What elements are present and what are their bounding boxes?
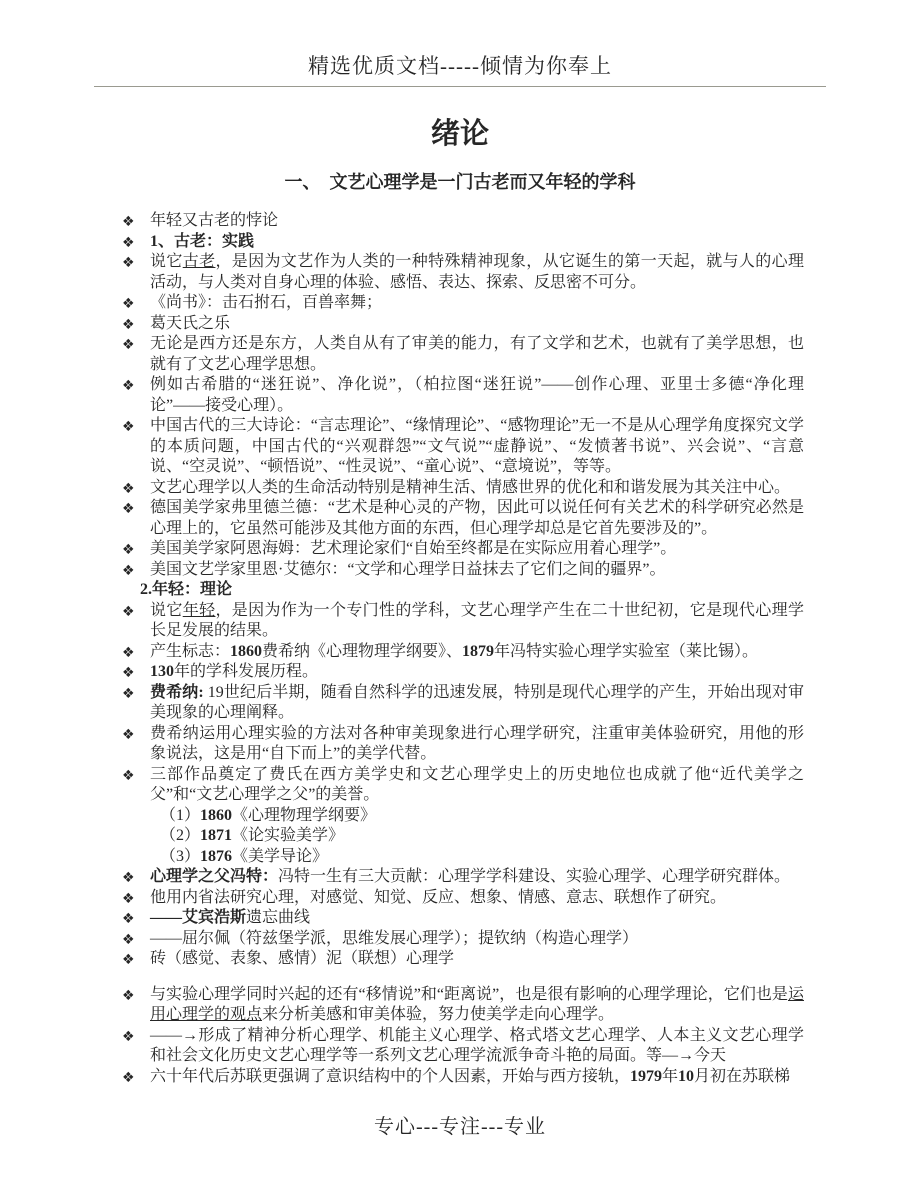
text-segment: 遗忘曲线 bbox=[246, 909, 311, 926]
text-segment: 1979 bbox=[630, 1067, 663, 1085]
text-segment: 年轻又古老的悖论 bbox=[150, 212, 279, 229]
diamond-bullet-icon: ❖ bbox=[122, 603, 135, 620]
list-item bbox=[122, 601, 804, 642]
text-segment: 年冯特实验心理学实验室（莱比锡）。 bbox=[494, 642, 759, 660]
list-item bbox=[122, 683, 804, 724]
diamond-bullet-icon: ❖ bbox=[122, 419, 135, 435]
list-item bbox=[122, 375, 804, 416]
diamond-bullet-icon: ❖ bbox=[122, 987, 135, 1004]
diamond-bullet-icon: ❖ bbox=[122, 562, 135, 579]
list-item bbox=[122, 642, 804, 663]
list-item bbox=[122, 539, 804, 560]
text-segment: 年轻 bbox=[182, 601, 216, 619]
list-item bbox=[122, 662, 804, 683]
diamond-bullet-icon: ❖ bbox=[122, 931, 135, 948]
numbered-item bbox=[122, 847, 804, 868]
diamond-bullet-icon: ❖ bbox=[122, 665, 135, 681]
text-segment: 产生标志： bbox=[150, 642, 231, 660]
text-segment: ，是因为文艺作为人类的一种特殊精神现象，从它诞生的第一天起，就与人的心理活动，与人类对自身心理的体验、感悟、表达、探索、反思密不可分。 bbox=[150, 253, 804, 291]
text-segment: 月初在苏联梯 bbox=[694, 1067, 791, 1085]
list-item bbox=[122, 478, 804, 499]
text-segment: （1） bbox=[160, 806, 201, 824]
text-segment: 2.年轻：理论 bbox=[140, 581, 233, 598]
header-text: 精选优质文档-----倾情为你奉上 bbox=[308, 54, 612, 78]
text-segment: 葛天氏之乐 bbox=[150, 314, 231, 332]
list-item bbox=[122, 416, 804, 478]
text-segment: 古老 bbox=[182, 253, 216, 270]
text-segment: 《尚书》：击石拊石，百兽率舞； bbox=[150, 294, 383, 311]
text-segment: 1860 bbox=[230, 642, 263, 660]
diamond-bullet-icon: ❖ bbox=[122, 1069, 135, 1086]
text-segment: 130 bbox=[150, 663, 174, 680]
list-item bbox=[122, 334, 804, 375]
list-item bbox=[122, 724, 804, 765]
text-segment: 来分析美感和审美体验，努力使美学走向心理学。 bbox=[262, 1006, 615, 1023]
diamond-bullet-icon: ❖ bbox=[122, 501, 135, 517]
text-segment: 无论是西方还是东方，人类自从有了审美的能力，有了文学和艺术，也就有了美学思想，也就有了文艺心理学思想。 bbox=[150, 335, 804, 373]
text-segment: 文艺心理学以人类的生命活动特别是精神生活、情感世界的优化和和谐发展为其关注中心。 bbox=[150, 478, 791, 496]
list-item bbox=[122, 293, 804, 314]
list-item bbox=[122, 908, 804, 929]
text-segment: 《论实验美学》 bbox=[232, 827, 345, 844]
text-segment: 1879 bbox=[462, 642, 495, 660]
text-segment: 心理学之父冯特： bbox=[150, 868, 279, 885]
list-item bbox=[122, 985, 804, 1026]
text-segment: 年 bbox=[662, 1067, 679, 1085]
footer-text: 专心---专注---专业 bbox=[374, 1116, 546, 1138]
list-item bbox=[122, 252, 804, 293]
text-segment: 10 bbox=[678, 1067, 695, 1085]
text-segment: 例如古希腊的“迷狂说”、净化说”，（柏拉图“迷狂说”——创作心理、亚里士多德“净化理论”——接受心理）。 bbox=[150, 376, 804, 414]
diamond-bullet-icon: ❖ bbox=[122, 296, 135, 312]
text-segment: 年的学科发展历程。 bbox=[174, 663, 319, 680]
diamond-bullet-icon: ❖ bbox=[122, 767, 135, 784]
text-segment: 运用心理学的观点 bbox=[150, 985, 804, 1023]
text-segment: 19世纪后半期，随看自然科学的迅速发展，特别是现代心理学的产生，开始出现对审美现象的心理阐释。 bbox=[150, 683, 804, 721]
diamond-bullet-icon: ❖ bbox=[122, 644, 135, 661]
header-divider bbox=[94, 86, 826, 87]
text-segment: 冯特一生有三大贡献：心理学学科建设、实验心理学、心理学研究群体。 bbox=[278, 868, 791, 885]
diamond-bullet-icon: ❖ bbox=[122, 316, 135, 333]
text-segment: 1876 bbox=[200, 847, 233, 865]
diamond-bullet-icon: ❖ bbox=[122, 378, 135, 394]
text-segment: 与实验心理学同时兴起的还有“移情说”和“距离说”，也是很有影响的心理学理论，它们也是 bbox=[150, 985, 788, 1003]
list-item bbox=[122, 1067, 804, 1088]
text-segment: 1、古老：实践 bbox=[150, 232, 255, 250]
list-item bbox=[122, 1026, 804, 1067]
text-segment: 费希纳《心理物理学纲要》、 bbox=[262, 642, 463, 660]
diamond-bullet-icon: ❖ bbox=[122, 952, 135, 968]
list-item bbox=[122, 211, 804, 232]
text-segment: 费希纳运用心理实验的方法对各种审美现象进行心理学研究，注重审美体验研究，用他的形象说法，这是用“自下而上”的美学代替。 bbox=[150, 724, 804, 762]
list-item bbox=[122, 314, 804, 335]
text-segment: ——→形成了精神分析心理学、机能主义心理学、格式塔文艺心理学、人本主义文艺心理学和社会文化历史文艺心理学等一系列文艺心理学流派争奇斗艳的局面。等—→今天 bbox=[150, 1026, 804, 1064]
diamond-bullet-icon: ❖ bbox=[122, 911, 135, 927]
text-segment: 《美学导论》 bbox=[232, 847, 329, 865]
text-segment: （3） bbox=[160, 847, 201, 865]
list-item bbox=[122, 498, 804, 539]
diamond-bullet-icon: ❖ bbox=[122, 542, 135, 558]
text-segment: 德国美学家弗里德兰德：“艺术是种心灵的产物，因此可以说任何有关艺术的科学研究必然是心理上的，它虽然可能涉及其他方面的东西，但心理学却总是它首先要涉及的”。 bbox=[150, 499, 804, 537]
text-segment: ，是因为作为一个专门性的学科，文艺心理学产生在二十世纪初，它是现代心理学长足发展的结果。 bbox=[150, 601, 804, 639]
text-segment: 他用内省法研究心理，对感觉、知觉、反应、想象、情感、意志、联想作了研究。 bbox=[150, 888, 727, 906]
sub-heading bbox=[122, 580, 804, 601]
list-item bbox=[122, 232, 804, 253]
list-item bbox=[122, 949, 804, 970]
diamond-bullet-icon: ❖ bbox=[122, 870, 135, 886]
section-heading: 一、 文艺心理学是一门古老而又年轻的学科 bbox=[284, 172, 636, 192]
diamond-bullet-icon: ❖ bbox=[122, 685, 135, 702]
text-segment: 费希纳: bbox=[150, 683, 204, 701]
text-segment: 1860 bbox=[200, 806, 233, 824]
diamond-bullet-icon: ❖ bbox=[122, 480, 135, 497]
list-item bbox=[122, 929, 804, 950]
text-segment: 美国美学家阿恩海姆：艺术理论家们“自始至终都是在实际应用着心理学”。 bbox=[150, 540, 677, 557]
list-item bbox=[122, 867, 804, 888]
spacer bbox=[122, 970, 804, 985]
text-segment: 中国古代的三大诗论：“言志理论”、“缘情理论”、“感物理论”无一不是从心理学角度探究文学的本质问题，中国古代的“兴观群怨”“文气说”“虚静说”、“发愤著书说”、兴会说”、“言意说、“空灵说”、“顿悟说”、“性灵说”、“童心说”、“意境说”，等等。 bbox=[150, 417, 804, 475]
text-segment: ——艾宾浩斯 bbox=[150, 909, 247, 926]
diamond-bullet-icon: ❖ bbox=[122, 890, 135, 907]
page-title: 绪论 bbox=[430, 118, 489, 150]
text-segment: 说它 bbox=[150, 253, 183, 270]
text-segment: 说它 bbox=[150, 601, 183, 619]
diamond-bullet-icon: ❖ bbox=[122, 337, 135, 353]
text-segment: 三部作品奠定了费氏在西方美学史和文艺心理学史上的历史地位也成就了他“近代美学之父”和“文艺心理学之父”的美誉。 bbox=[150, 765, 804, 803]
text-segment: ——屈尔佩（符兹堡学派，思维发展心理学）；提钦纳（构造心理学） bbox=[150, 929, 639, 947]
content-list bbox=[122, 211, 804, 1087]
text-segment: 砖（感觉、表象、感情）泥（联想）心理学 bbox=[150, 950, 455, 967]
list-item bbox=[122, 765, 804, 806]
diamond-bullet-icon: ❖ bbox=[122, 255, 135, 271]
text-segment: 六十年代后苏联更强调了意识结构中的个人因素，开始与西方接轨， bbox=[150, 1067, 631, 1085]
list-item bbox=[122, 888, 804, 909]
diamond-bullet-icon: ❖ bbox=[122, 234, 135, 251]
text-segment: 《心理物理学纲要》 bbox=[232, 806, 377, 824]
diamond-bullet-icon: ❖ bbox=[122, 214, 135, 230]
numbered-item bbox=[122, 806, 804, 827]
list-item bbox=[122, 560, 804, 581]
text-segment: 1871 bbox=[200, 827, 233, 844]
diamond-bullet-icon: ❖ bbox=[122, 1028, 135, 1045]
numbered-item bbox=[122, 826, 804, 847]
diamond-bullet-icon: ❖ bbox=[122, 726, 135, 743]
text-segment: 美国文艺学家里恩·艾德尔：“文学和心理学日益抹去了它们之间的疆界”。 bbox=[150, 560, 666, 578]
text-segment: （2） bbox=[160, 827, 201, 844]
